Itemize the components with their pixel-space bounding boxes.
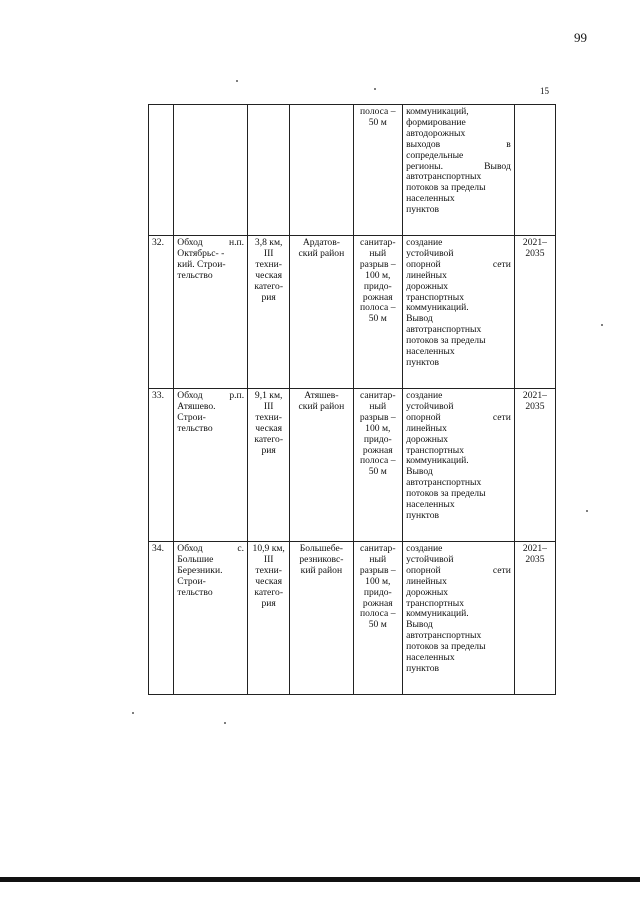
cell-term xyxy=(514,389,555,542)
cell-line: ческая xyxy=(255,422,283,434)
cell-line: 50 м xyxy=(368,116,387,128)
cell-line: 100 м, xyxy=(365,575,391,587)
table-row xyxy=(149,236,556,389)
cell-line: выходов в xyxy=(406,138,511,150)
cell-line: Вывод xyxy=(406,313,433,325)
cell-line: катего- xyxy=(254,586,284,598)
cell-line: Атяшев- xyxy=(304,390,339,401)
cell-line: кий район xyxy=(300,564,343,576)
cell-line: Атяшево. xyxy=(177,400,216,412)
cell-protective-zone xyxy=(353,542,403,695)
cell-line: коммуникаций. xyxy=(406,608,469,620)
cell-line: ческая xyxy=(255,269,283,281)
cell-line: населенных xyxy=(406,346,455,358)
cell-line: Вывод xyxy=(406,466,433,478)
cell-term xyxy=(514,542,555,695)
cell-line: придо- xyxy=(363,586,392,598)
cell-line: 2035 xyxy=(525,553,545,565)
cell-line: тельство xyxy=(177,269,213,281)
cell-line: пунктов xyxy=(406,356,440,368)
page-number: 99 xyxy=(574,30,587,45)
cell-line: транспортных xyxy=(406,444,464,456)
cell-line: полоса – xyxy=(360,608,396,620)
cell-number: 32. xyxy=(149,236,174,389)
cell-line: техни- xyxy=(255,564,282,576)
cell-line: санитар- xyxy=(360,543,396,554)
cell-line: 2035 xyxy=(525,247,545,259)
cell-line: тельство xyxy=(177,422,213,434)
cell-line: Обход с. xyxy=(177,543,245,554)
cell-line: санитар- xyxy=(360,237,396,248)
cell-line: сопредельные xyxy=(406,149,464,161)
cell-line: придо- xyxy=(363,433,392,445)
cell-line: Ардатов- xyxy=(302,237,340,248)
cell-line: резниковс- xyxy=(299,553,344,565)
cell-district xyxy=(290,389,353,542)
cell-line: 2021– xyxy=(522,543,547,554)
cell-number: 33. xyxy=(149,389,174,542)
cell-line: техни- xyxy=(255,411,282,423)
scan-speck xyxy=(132,712,134,714)
table-row xyxy=(149,542,556,695)
sub-page-number: 15 xyxy=(540,86,549,96)
cell-line: катего- xyxy=(254,433,284,445)
cell-line: техни- xyxy=(255,258,282,270)
cell-line: 50 м xyxy=(368,619,387,631)
cell-line: 10,9 км, xyxy=(252,543,285,554)
cell-line: рожная xyxy=(362,597,393,609)
cell-line: рожная xyxy=(362,444,393,456)
cell-line: формирование xyxy=(406,116,466,128)
cell-line: опорной сети xyxy=(406,258,511,270)
scan-speck xyxy=(224,722,226,724)
cell-line: разрыв – xyxy=(359,411,396,423)
cell-line: санитар- xyxy=(360,390,396,401)
cell-line: придо- xyxy=(363,280,392,292)
cell-line: кий. Строи- xyxy=(177,258,226,270)
cell-length-category xyxy=(248,542,290,695)
scan-speck xyxy=(601,324,603,326)
cell-line: Вывод xyxy=(406,619,433,631)
cell-purpose xyxy=(403,389,515,542)
cell-length-category xyxy=(248,389,290,542)
cell-line: потоков за пределы xyxy=(406,182,486,194)
cell-line: ный xyxy=(369,400,387,412)
cell-line: автотранспортных xyxy=(406,171,482,183)
cell-term xyxy=(514,236,555,389)
cell-line: дорожных xyxy=(406,280,449,292)
cell-line: ский район xyxy=(298,400,345,412)
cell-line: автодорожных xyxy=(406,127,466,139)
cell-line: 50 м xyxy=(368,313,387,325)
cell-line: Строи- xyxy=(177,575,206,587)
cell-line: коммуникаций, xyxy=(406,106,469,117)
cell-line: ский район xyxy=(298,247,345,259)
cell-line: пунктов xyxy=(406,509,440,521)
cell-line: линейных xyxy=(406,422,447,434)
cell-line: полоса – xyxy=(360,302,396,314)
cell-object-name xyxy=(174,105,248,236)
cell-line: потоков за пределы xyxy=(406,335,486,347)
cell-purpose xyxy=(403,236,515,389)
cell-protective-zone xyxy=(353,389,403,542)
cell-line: дорожных xyxy=(406,433,449,445)
cell-line: III xyxy=(263,400,274,412)
cell-line: III xyxy=(263,553,274,565)
cell-line: рия xyxy=(261,597,276,609)
cell-line: ный xyxy=(369,553,387,565)
cell-line: III xyxy=(263,247,274,259)
cell-line: рия xyxy=(261,444,276,456)
cell-line: разрыв – xyxy=(359,564,396,576)
scan-speck xyxy=(236,80,238,82)
cell-line: Большебе- xyxy=(299,543,343,554)
cell-line: Обход н.п. xyxy=(177,237,245,248)
cell-line: транспортных xyxy=(406,291,464,303)
cell-number xyxy=(149,105,174,236)
cell-line: устойчивой xyxy=(406,553,454,565)
cell-line: полоса – xyxy=(360,455,396,467)
cell-length-category xyxy=(248,236,290,389)
cell-line: линейных xyxy=(406,269,447,281)
cell-line: опорной сети xyxy=(406,411,511,423)
cell-number: 34. xyxy=(149,542,174,695)
cell-line: 100 м, xyxy=(365,422,391,434)
cell-line: ный xyxy=(369,247,387,259)
cell-line: Обход р.п. xyxy=(177,390,245,401)
cell-line: Большие xyxy=(177,553,214,565)
cell-line: Октябрьс- - xyxy=(177,247,225,259)
cell-line: коммуникаций. xyxy=(406,302,469,314)
cell-district xyxy=(290,236,353,389)
cell-line: регионы. Вывод xyxy=(406,160,511,172)
cell-line: тельство xyxy=(177,586,213,598)
cell-line: устойчивой xyxy=(406,247,454,259)
cell-object-name xyxy=(174,236,248,389)
cell-protective-zone xyxy=(353,236,403,389)
cell-line: 2021– xyxy=(522,390,547,401)
cell-line: автотранспортных xyxy=(406,324,482,336)
cell-line: Березники. xyxy=(177,564,223,576)
cell-protective-zone xyxy=(353,105,403,236)
cell-line: создание xyxy=(406,543,443,554)
cell-length-category xyxy=(248,105,290,236)
cell-object-name xyxy=(174,389,248,542)
cell-line: 3,8 км, xyxy=(254,237,283,248)
scan-speck xyxy=(586,510,588,512)
cell-line: Строи- xyxy=(177,411,206,423)
cell-line: рия xyxy=(261,291,276,303)
cell-line: 50 м xyxy=(368,466,387,478)
cell-line: устойчивой xyxy=(406,400,454,412)
cell-line: населенных xyxy=(406,193,455,205)
cell-line: рожная xyxy=(362,291,393,303)
cell-purpose xyxy=(403,105,515,236)
cell-line: населенных xyxy=(406,499,455,511)
cell-line: опорной сети xyxy=(406,564,511,576)
cell-district xyxy=(290,105,353,236)
page-bottom-edge xyxy=(0,877,640,882)
cell-district xyxy=(290,542,353,695)
table-row xyxy=(149,105,556,236)
roads-table xyxy=(148,104,556,695)
cell-line: дорожных xyxy=(406,586,449,598)
cell-line: ческая xyxy=(255,575,283,587)
table-row xyxy=(149,389,556,542)
cell-line: катего- xyxy=(254,280,284,292)
cell-line: 9,1 км, xyxy=(254,390,283,401)
cell-line: линейных xyxy=(406,575,447,587)
cell-line: 100 м, xyxy=(365,269,391,281)
cell-line: 2035 xyxy=(525,400,545,412)
cell-line: пунктов xyxy=(406,662,440,674)
table-body xyxy=(149,105,556,695)
cell-line: автотранспортных xyxy=(406,477,482,489)
cell-line: потоков за пределы xyxy=(406,488,486,500)
cell-line: создание xyxy=(406,390,443,401)
cell-line: автотранспортных xyxy=(406,630,482,642)
cell-line: населенных xyxy=(406,652,455,664)
cell-line: создание xyxy=(406,237,443,248)
cell-term xyxy=(514,105,555,236)
cell-line: пунктов xyxy=(406,204,440,216)
cell-line: разрыв – xyxy=(359,258,396,270)
scan-speck xyxy=(374,88,376,90)
cell-line: 2021– xyxy=(522,237,547,248)
cell-purpose xyxy=(403,542,515,695)
cell-line: потоков за пределы xyxy=(406,641,486,653)
cell-line: коммуникаций. xyxy=(406,455,469,467)
cell-line: полоса – xyxy=(360,106,396,117)
cell-object-name xyxy=(174,542,248,695)
cell-line: транспортных xyxy=(406,597,464,609)
